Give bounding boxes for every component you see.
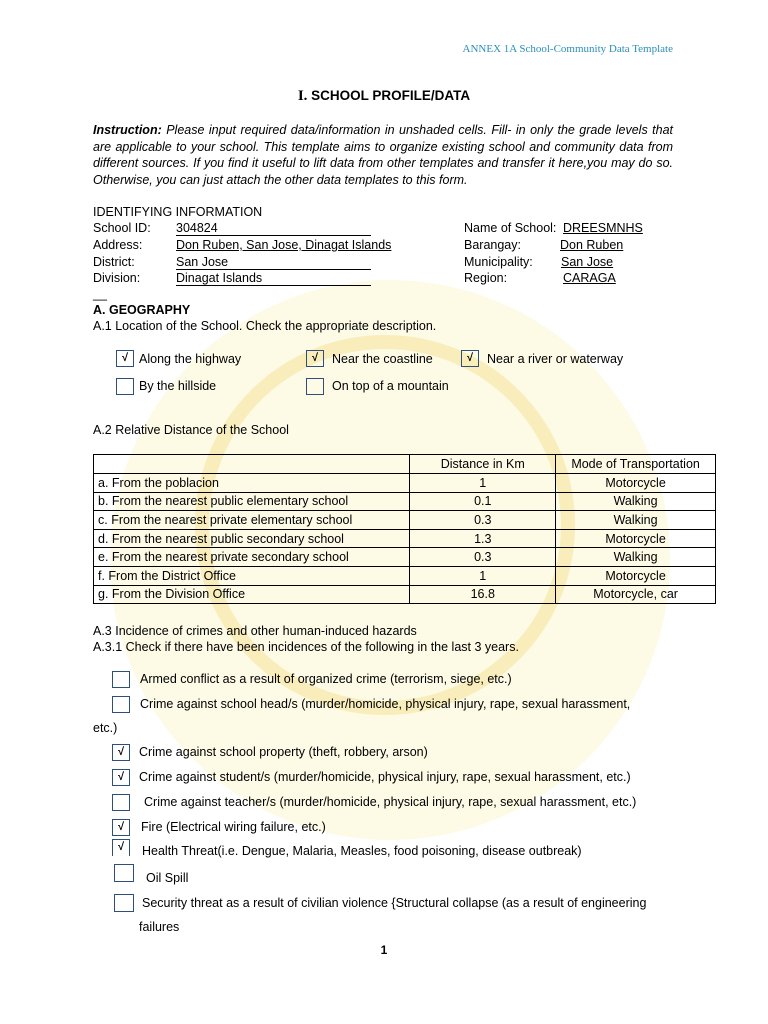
page-title xyxy=(0,88,768,105)
a31-label: A.3.1 Check if there have been incidences of the following in the last 3 years. xyxy=(93,640,519,654)
place-cell: f. From the District Office xyxy=(94,566,410,585)
transport-cell: Walking xyxy=(556,492,716,511)
checkbox-top-of-mountain[interactable] xyxy=(306,378,324,395)
table-row xyxy=(94,529,716,548)
distance-cell: 0.3 xyxy=(410,511,556,530)
hazard-security-threat: Security threat as a result of civilian violence {Structural collapse (as a result of engineering xyxy=(142,896,647,910)
crime-teachers: Crime against teacher/s (murder/homicide, physical injury, rape, sexual harassment, etc.) xyxy=(144,795,637,809)
place-cell: b. From the nearest public elementary school xyxy=(94,492,410,511)
checkbox-crime-teachers[interactable] xyxy=(112,794,130,811)
annex-reference: ANNEX 1A School-Community Data Template xyxy=(462,43,673,55)
barangay-label: Barangay: xyxy=(464,238,521,252)
checkbox-along-highway[interactable]: √ xyxy=(116,350,134,367)
distance-cell: 16.8 xyxy=(410,585,556,604)
crime-school-property: Crime against school property (theft, robbery, arson) xyxy=(139,745,428,759)
crime-school-head: Crime against school head/s (murder/homicide, physical injury, rape, sexual harassment, xyxy=(140,697,631,711)
table-header-distance: Distance in Km xyxy=(410,455,556,474)
place-cell: e. From the nearest private secondary school xyxy=(94,548,410,567)
place-cell: a. From the poblacion xyxy=(94,474,410,493)
distance-cell: 0.3 xyxy=(410,548,556,567)
municipality-label: Municipality: xyxy=(464,255,533,269)
address-value: Don Ruben, San Jose, Dinagat Islands xyxy=(176,238,392,252)
a3-label: A.3 Incidence of crimes and other human-induced hazards xyxy=(93,624,417,638)
transport-cell: Motorcycle xyxy=(556,474,716,493)
instruction-label: Instruction: xyxy=(93,123,162,137)
checkbox-near-coastline[interactable]: √ xyxy=(306,350,324,367)
page-number: 1 xyxy=(380,943,388,957)
table-row xyxy=(94,492,716,511)
school-name-label: Name of School: xyxy=(464,221,557,235)
distance-cell: 1 xyxy=(410,566,556,585)
table-row xyxy=(94,585,716,604)
hazard-oil-spill: Oil Spill xyxy=(146,871,189,885)
transport-cell: Walking xyxy=(556,511,716,530)
table-header-row xyxy=(94,455,716,474)
location-along-highway: Along the highway xyxy=(139,352,242,366)
transport-cell: Motorcycle, car xyxy=(556,585,716,604)
hazard-health-threat: Health Threat(i.e. Dengue, Malaria, Measles, food poisoning, disease outbreak) xyxy=(142,844,582,858)
place-cell: g. From the Division Office xyxy=(94,585,410,604)
a2-label: A.2 Relative Distance of the School xyxy=(93,423,289,437)
checkbox-armed-conflict[interactable] xyxy=(112,671,130,688)
location-near-coastline: Near the coastline xyxy=(332,352,433,366)
location-near-river: Near a river or waterway xyxy=(487,352,624,366)
transport-cell: Motorcycle xyxy=(556,566,716,585)
checkbox-oil-spill[interactable] xyxy=(114,864,134,882)
hazard-fire: Fire (Electrical wiring failure, etc.) xyxy=(141,820,326,834)
school-id-value: 304824 xyxy=(176,221,371,236)
address-label: Address: xyxy=(93,238,143,252)
table-row xyxy=(94,548,716,567)
checkbox-by-hillside[interactable] xyxy=(116,378,134,395)
barangay-value: Don Ruben xyxy=(560,238,624,252)
place-cell: c. From the nearest private elementary school xyxy=(94,511,410,530)
table-header-transport: Mode of Transportation xyxy=(556,455,716,474)
title-text: SCHOOL PROFILE/DATA xyxy=(311,88,471,103)
table-row xyxy=(94,474,716,493)
table-row xyxy=(94,511,716,530)
table-header-place xyxy=(94,455,410,474)
identifying-heading: IDENTIFYING INFORMATION xyxy=(93,205,263,219)
table-row xyxy=(94,566,716,585)
a1-label: A.1 Location of the School. Check the appropriate description. xyxy=(93,319,437,333)
division-value: Dinagat Islands xyxy=(176,271,371,286)
crime-students: Crime against student/s (murder/homicide, physical injury, rape, sexual harassment, etc.) xyxy=(139,770,631,784)
checkbox-near-river[interactable]: √ xyxy=(461,350,479,367)
hazard-security-threat-cont: failures xyxy=(139,920,180,934)
separator-dash: __ xyxy=(93,287,107,301)
checkbox-crime-school-property[interactable]: √ xyxy=(112,744,130,761)
location-top-of-mountain: On top of a mountain xyxy=(332,379,449,393)
geography-heading: A. GEOGRAPHY xyxy=(93,303,191,317)
municipality-value: San Jose xyxy=(561,255,614,269)
distance-cell: 0.1 xyxy=(410,492,556,511)
region-label: Region: xyxy=(464,271,508,285)
checkbox-crime-students[interactable]: √ xyxy=(112,769,130,786)
district-label: District: xyxy=(93,255,135,269)
instruction-paragraph xyxy=(93,122,673,188)
distance-cell: 1 xyxy=(410,474,556,493)
place-cell: d. From the nearest public secondary school xyxy=(94,529,410,548)
instruction-text: Please input required data/information in unshaded cells. Fill- in only the grade levels that are applicable to your school. This template aims to organize existing school and community data from different sources. If you find it useful to lift data from other templates and transfer it here,you may do so. Otherwise, you can just attach the other data templates to this form. xyxy=(93,123,673,187)
location-by-hillside: By the hillside xyxy=(139,379,217,393)
district-value: San Jose xyxy=(176,255,371,270)
checkbox-security-threat[interactable] xyxy=(114,894,134,912)
school-name-value: DREESMNHS xyxy=(563,221,643,235)
checkbox-crime-school-head[interactable] xyxy=(112,696,130,713)
region-value: CARAGA xyxy=(563,271,616,285)
transport-cell: Walking xyxy=(556,548,716,567)
distance-cell: 1.3 xyxy=(410,529,556,548)
crime-armed-conflict: Armed conflict as a result of organized crime (terrorism, siege, etc.) xyxy=(140,672,512,686)
school-id-label: School ID: xyxy=(93,221,151,235)
transport-cell: Motorcycle xyxy=(556,529,716,548)
checkbox-fire[interactable]: √ xyxy=(112,819,130,836)
crime-school-head-cont: etc.) xyxy=(93,721,118,735)
relative-distance-table xyxy=(93,454,716,604)
division-label: Division: xyxy=(93,271,141,285)
checkbox-health-threat[interactable]: √ xyxy=(112,839,130,856)
title-roman: I. xyxy=(297,88,308,104)
